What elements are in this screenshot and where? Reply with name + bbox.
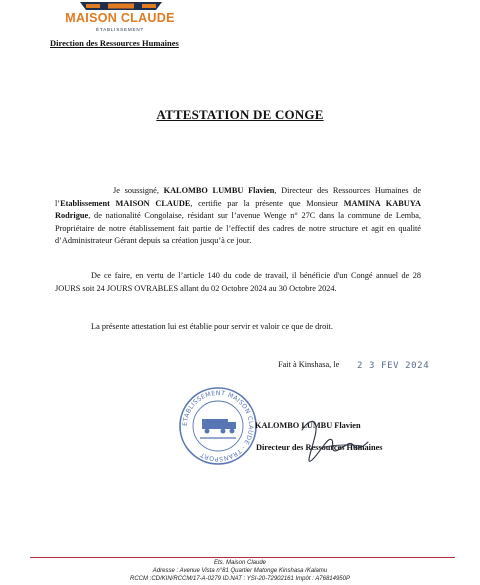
official-stamp	[178, 386, 258, 466]
paragraph-certification	[55, 185, 421, 248]
p1-text-2: , Directeur des Ressources Humaines de l’	[55, 186, 421, 208]
footer-divider	[30, 557, 455, 558]
paragraph-closing	[55, 321, 421, 334]
p3-text: La présente attestation lui est établie pour servir et valoir ce que de droit.	[91, 322, 333, 331]
footer-address: Adresse : Avenue Vista n°81 Quartier Matonge Kinshasa /Kalamu	[152, 568, 328, 574]
footer-registration: RCCM :CD/KIN/RCCM/17-A-0279 ID.NAT : YSI-20-72902161 Impôt : A76814950P	[130, 576, 350, 582]
place-of-issue: Fait à Kinshasa, le	[278, 360, 340, 369]
director-name: KALOMBO LUMBU Flavien	[163, 186, 275, 195]
signatory-name: KALOMBO LUMBU Flavien	[255, 421, 361, 430]
date-stamp: 2 3 FEV 2024	[357, 361, 430, 371]
company-subtitle: ÉTABLISSEMENT	[95, 27, 145, 32]
p2-text: De ce faire, en vertu de l’article 140 du code de travail, il bénéficie d'un Congé annuel de 28 JOURS soit 24 JOURS OVRABLES allant du 02 Octobre 2024 au 30 Octobre 2024.	[55, 271, 421, 293]
company-name: MAISON CLAUDE	[65, 11, 175, 25]
p1-text-4: , de nationalité Congolaise, résidant sur l’avenue Wenge n° 27C dans la commune de Lemba, Propriétaire de notre établissement fait partie de l’effectif des cadres de notre structure et agit en qualité d’Administrateur Gérant depuis sa création jusqu’à ce jour.	[55, 211, 421, 246]
paragraph-leave-details	[55, 270, 421, 295]
document-title: ATTESTATION DE CONGE	[156, 107, 324, 122]
p1-text-1: Je soussigné,	[113, 186, 164, 195]
footer-company: Ets. Maison Claude	[213, 560, 267, 566]
p1-text-3: , certifie par la présente que Monsieur	[190, 198, 344, 208]
stamp-text: ETABLISSEMENT MAISON CLAUDE · TRANSPORT	[181, 389, 255, 463]
employee-name: MAMINA KABUYA Rodrigue	[55, 198, 421, 221]
department-heading: Direction des Ressources Humaines	[50, 38, 179, 48]
signatory-role: Directeur des Ressources Humaines	[256, 443, 383, 452]
company-name-inline: Etablissement MAISON CLAUDE	[60, 198, 191, 208]
handwritten-signature	[292, 410, 382, 470]
